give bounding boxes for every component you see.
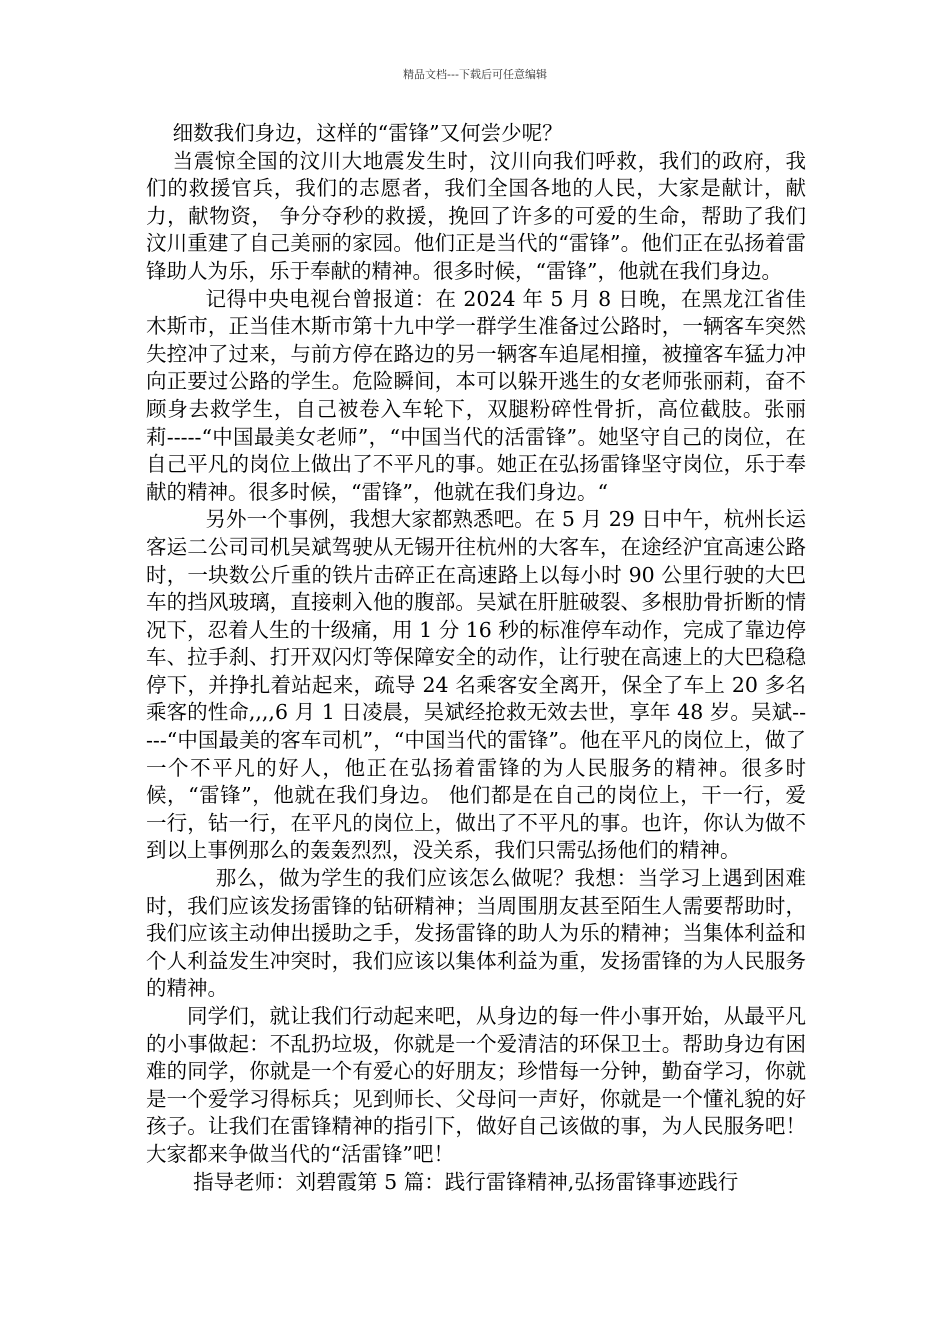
paragraph: 那么，做为学生的我们应该怎么做呢？我想：当学习上遇到困难时，我们应该发扬雷锋的钻研精神；当周围朋友甚至陌生人需要帮助时，我们应该主动伸出援助之手，发扬雷锋的助人为乐的精神；当集体利益和个人利益发生冲突时，我们应该以集体利益为重，发扬雷锋的为人民服务的精神。 [146,866,806,1001]
document-body [146,120,806,1196]
paragraph: 当震惊全国的汶川大地震发生时，汶川向我们呼救，我们的政府，我们的救援官兵，我们的志愿者，我们全国各地的人民，大家是献计，献力，献物资， 争分夺秒的救援，挽回了许多的可爱的生命，帮助了我们汶川重建了自己美丽的家园。他们正是当代的“雷锋”。他们正在弘扬着雷锋助人为乐，乐于奉献的精神。很多时候，“雷锋”，他就在我们身边。 [146,148,806,283]
paragraph: 同学们，就让我们行动起来吧，从身边的每一件小事开始，从最平凡的小事做起：不乱扔垃圾，你就是一个爱清洁的环保卫士。帮助身边有困难的同学，你就是一个有爱心的好朋友；珍惜每一分钟，勤奋学习，你就是一个爱学习得标兵；见到师长、父母问一声好，你就是一个懂礼貌的好孩子。让我们在雷锋精神的指引下，做好自己该做的事，为人民服务吧！大家都来争做当代的“活雷锋”吧！ [146,1004,806,1166]
paragraph: 细数我们身边，这样的“雷锋”又何尝少呢？ [172,121,563,145]
page-header: 精品文档---下载后可任意编辑 [403,68,547,81]
paragraph: 记得中央电视台曾报道：在 2024 年 5 月 8 日晚，在黑龙江省佳木斯市，正当佳木斯市第十九中学一群学生准备过公路时，一辆客车突然失控冲了过来，与前方停在路边的另一辆客车追尾相撞，被撞客车猛力冲向正要过公路的学生。危险瞬间，本可以躲开逃生的女老师张丽莉，奋不顾身去救学生，自己被卷入车轮下，双腿粉碎性骨折，高位截肢。张丽莉-----“中国最美女老师”，“中国当代的活雷锋”。她坚守自己的岗位，在自己平凡的岗位上做出了不平凡的事。她正在弘扬雷锋坚守岗位，乐于奉献的精神。很多时候，“雷锋”，他就在我们身边。“ [146,286,806,504]
paragraph: 另外一个事例，我想大家都熟悉吧。在 5 月 29 日中午，杭州长运客运二公司司机吴斌驾驶从无锡开往杭州的大客车，在途经沪宜高速公路时，一块数公斤重的铁片击碎正在高速路上以每小时 90 公里行驶的大巴车的挡风玻璃，直接刺入他的腹部。吴斌在肝脏破裂、多根肋骨折断的情况下，忍着人生的十级痛，用 1 分 16 秒的标准停车动作，完成了靠边停车、拉手刹、打开双闪灯等保障安全的动作，让行驶在高速上的大巴稳稳停下，并挣扎着站起来，疏导 24 名乘客安全离开，保全了车上 20 多名乘客的性命,,,,6 月 1 日凌晨，吴斌经抢救无效去世，享年 48 岁。吴斌-----“中国最美的客车司机”，“中国当代的雷锋”。他在平凡的岗位上，做了一个不平凡的好人，他正在弘扬着雷锋的为人民服务的精神。很多时候，“雷锋”，他就在我们身边。 他们都是在自己的岗位上，干一行，爱一行，钻一行，在平凡的岗位上，做出了不平凡的事。也许，你认为做不到以上事例那么的轰轰烈烈，没关系，我们只需弘扬他们的精神。 [146,507,806,863]
paragraph: 指导老师：刘碧霞第 5 篇：践行雷锋精神,弘扬雷锋事迹践行 [193,1169,739,1194]
